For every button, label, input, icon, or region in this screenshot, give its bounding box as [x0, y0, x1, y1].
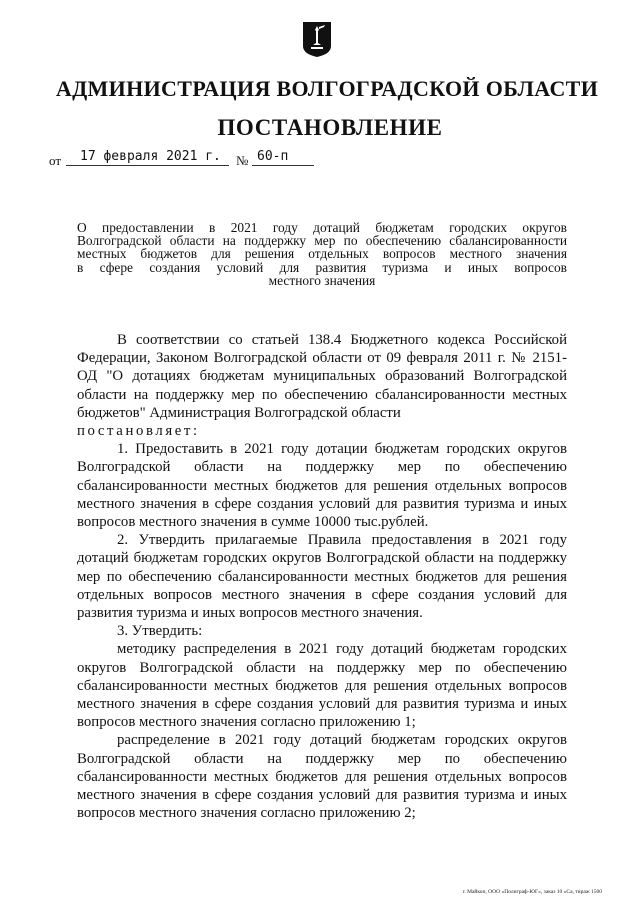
subject-line: в сфере создания условий для развития туризма и иных вопросов	[77, 259, 567, 275]
document-subject	[77, 221, 567, 287]
printer-imprint: г. Майкоп, ООО «Полиграф-ЮГ», заказ 10 «Са, тираж 1500	[462, 889, 602, 895]
item-3-methodology-paragraph: методику распределения в 2021 году дотаций бюджетам городских округов Волгоградской области на поддержку мер по обеспечению сбалансированности местных бюджетов для решения отдельных вопросов местного значения в сфере создания условий для развития туризма и иных вопросов местного значения согласно приложению 1;	[77, 641, 567, 731]
number-underline	[252, 165, 314, 166]
date-number-line	[0, 148, 640, 170]
document-date: 17 февраля 2021 г.	[80, 149, 221, 164]
date-underline	[66, 165, 229, 166]
subject-line: Волгоградской области на поддержку мер по обеспечению сбалансированности	[77, 233, 567, 249]
number-label: №	[236, 153, 249, 168]
coat-of-arms-icon	[302, 21, 332, 58]
decree-word: постановляет:	[77, 423, 200, 440]
subject-line: О предоставлении в 2021 году дотаций бюджетам городских округов	[77, 220, 567, 235]
preamble-paragraph: В соответствии со статьей 138.4 Бюджетного кодекса Российской Федерации, Законом Волгоградской области от 09 февраля 2011 г. № 2151-ОД "О дотациях бюджетам муниципальных образований Волгоградской области на поддержку мер по обеспечению сбалансированности местных бюджетов" Администрация Волгоградской области	[77, 332, 567, 421]
document-type-title: ПОСТАНОВЛЕНИЕ	[217, 115, 443, 140]
subject-line: местного значения	[268, 272, 376, 288]
document-body	[77, 331, 567, 822]
item-1-paragraph: 1. Предоставить в 2021 году дотации бюджетам городских округов Волгоградской области на поддержку мер по обеспечению сбалансированности местных бюджетов для решения отдельных вопросов местного значения в сфере создания условий для развития туризма и иных вопросов местного значения в сумме 10000 тыс.рублей.	[77, 441, 567, 531]
document-number: 60-п	[257, 149, 289, 164]
date-from-label: от	[49, 153, 62, 168]
item-3-paragraph: 3. Утвердить:	[117, 623, 203, 640]
item-2-paragraph: 2. Утвердить прилагаемые Правила предоставления в 2021 году дотаций бюджетам городских округов Волгоградской области на поддержку мер по обеспечению сбалансированности местных бюджетов для решения отдельных вопросов местного значения в сфере создания условий для развития туризма и иных вопросов местного значения.	[77, 532, 567, 622]
subject-line: местных бюджетов для решения отдельных вопросов местного значения	[77, 246, 567, 262]
organization-name: АДМИНИСТРАЦИЯ ВОЛГОГРАДСКОЙ ОБЛАСТИ	[55, 76, 599, 101]
item-3-distribution-paragraph: распределение в 2021 году дотаций бюджетам городских округов Волгоградской области на поддержку мер по обеспечению сбалансированности местных бюджетов для решения отдельных вопросов местного значения в сфере создания условий для развития туризма и иных вопросов местного значения согласно приложению 2;	[77, 732, 567, 822]
